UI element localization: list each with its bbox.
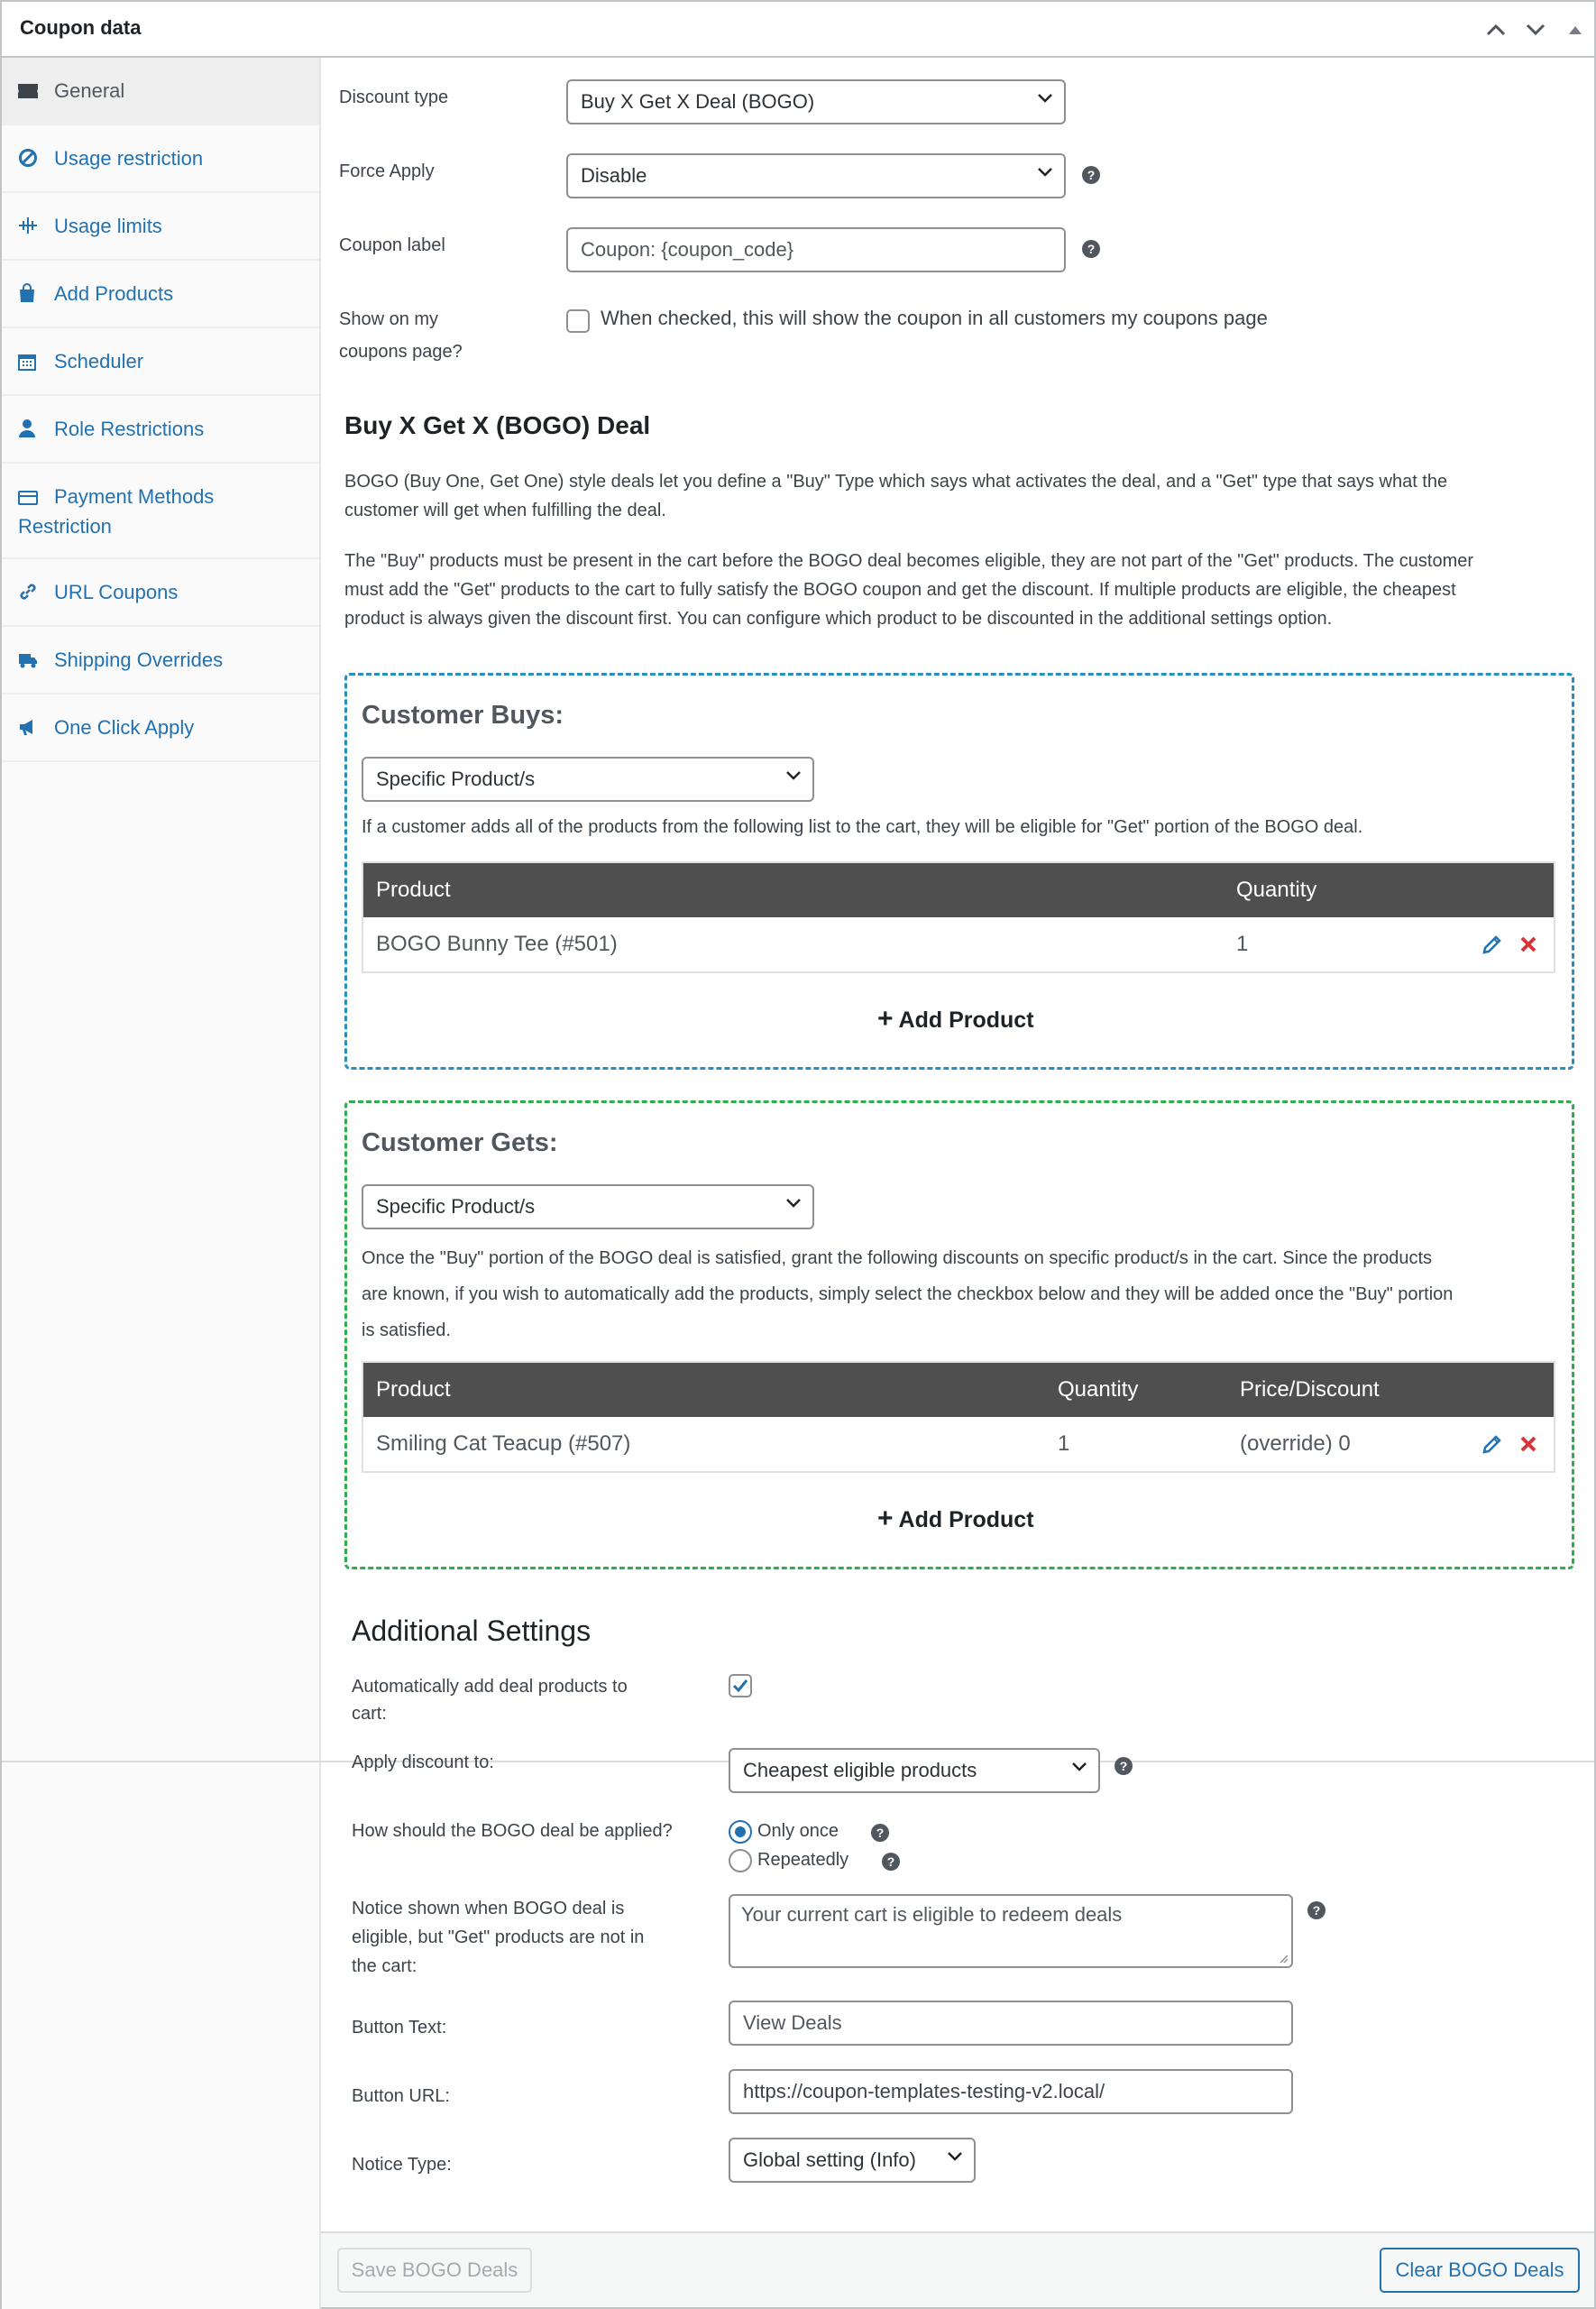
chevron-down-icon: [947, 2151, 963, 2162]
add-product-label: Add Product: [898, 1007, 1034, 1033]
customer-buys-table: [362, 861, 1555, 973]
bogo-section-title: Buy X Get X (BOGO) Deal: [344, 411, 651, 439]
sidebar-item-label: Add Products: [54, 282, 174, 305]
toggle-panel-button[interactable]: [1560, 14, 1591, 45]
ticket-icon: [18, 82, 38, 102]
show-coupons-checkbox-text: When checked, this will show the coupon in all customers my coupons page: [601, 307, 1268, 329]
bag-icon: [18, 283, 38, 303]
sidebar-item-label: Scheduler: [54, 350, 144, 373]
apply-to-value: Cheapest eligible products: [743, 1759, 977, 1781]
notice-type-label: Notice Type:: [352, 2155, 452, 2175]
help-icon[interactable]: ?: [1114, 1757, 1133, 1775]
coupon-label-input[interactable]: Coupon: {coupon_code}: [566, 227, 1066, 272]
product-cell: BOGO Bunny Tee (#501): [376, 932, 618, 956]
help-icon[interactable]: ?: [871, 1824, 889, 1842]
sidebar-item-label: Role Restrictions: [54, 418, 205, 440]
radio-only-once-label: Only once: [757, 1821, 839, 1841]
block-icon: [18, 148, 38, 168]
show-coupons-label-line1: Show on my: [339, 309, 439, 329]
sidebar-item-general[interactable]: [2, 58, 319, 125]
button-text-label: Button Text:: [352, 2018, 447, 2038]
resize-handle-icon: [1278, 1953, 1289, 1964]
radio-repeatedly-label: Repeatedly: [757, 1850, 849, 1870]
sidebar-item-scheduler[interactable]: [2, 328, 319, 396]
plus-icon: +: [877, 1504, 894, 1533]
checkmark-icon: [730, 1676, 750, 1696]
chevron-down-icon: [785, 770, 802, 781]
footer-bar: [321, 2231, 1594, 2307]
panel-title: Coupon data: [20, 16, 142, 39]
add-product-label: Add Product: [898, 1507, 1034, 1532]
card-icon: [18, 490, 38, 510]
discount-type-select[interactable]: [566, 79, 1066, 124]
apply-to-label: Apply discount to:: [352, 1752, 494, 1772]
calendar-icon: [18, 353, 38, 373]
chevron-down-icon: [1526, 23, 1546, 36]
sidebar-item-label: Payment Methods Restriction: [18, 485, 215, 538]
customer-buys-desc: If a customer adds all of the products from the following list to the cart, they will be eligible for "Get" portion of the BOGO deal.: [362, 817, 1363, 837]
customer-gets-box: [344, 1100, 1574, 1569]
notice-label-line1: Notice shown when BOGO deal is: [352, 1899, 625, 1918]
limits-icon: [18, 216, 38, 235]
sidebar-item-payment-methods-restriction[interactable]: [2, 464, 319, 559]
move-down-button[interactable]: [1520, 14, 1551, 45]
help-icon[interactable]: ?: [1082, 240, 1100, 258]
table-row: [363, 1417, 1554, 1471]
discount-type-value: Buy X Get X Deal (BOGO): [581, 90, 815, 113]
user-icon: [18, 419, 38, 438]
button-url-input[interactable]: https://coupon-templates-testing-v2.local/: [729, 2069, 1293, 2114]
triangle-up-icon: [1569, 25, 1582, 34]
sidebar-item-role-restrictions[interactable]: [2, 396, 319, 464]
sidebar-item-label: URL Coupons: [54, 581, 179, 603]
column-header-price-discount: Price/Discount: [1240, 1377, 1380, 1402]
customer-gets-add-product-button[interactable]: [877, 1504, 1034, 1534]
edit-icon[interactable]: [1481, 934, 1503, 960]
customer-buys-title: Customer Buys:: [362, 701, 564, 730]
bogo-desc-1-line2: customer will get when fulfilling the deal.: [344, 501, 666, 520]
customer-gets-table: [362, 1361, 1555, 1473]
customer-buys-box: [344, 673, 1574, 1070]
plus-icon: +: [877, 1004, 894, 1034]
column-header-product: Product: [376, 1377, 451, 1402]
auto-add-label-line1: Automatically add deal products to: [352, 1677, 628, 1697]
bogo-desc-2-line2: must add the "Get" products to the cart to fully satisfy the BOGO coupon and get the discount. If multiple products are eligible, the cheapest: [344, 580, 1456, 600]
sidebar-item-label: Usage restriction: [54, 147, 204, 170]
notice-type-select[interactable]: [729, 2138, 976, 2183]
sidebar-item-label: General: [54, 79, 125, 102]
customer-gets-desc-line1: Once the "Buy" portion of the BOGO deal is satisfied, grant the following discounts on specific product/s in the cart. Since the products: [362, 1248, 1433, 1268]
save-bogo-deals-button[interactable]: Save BOGO Deals: [337, 2248, 532, 2293]
customer-buys-type-value: Specific Product/s: [376, 768, 536, 790]
help-icon[interactable]: ?: [1082, 166, 1100, 184]
chevron-down-icon: [785, 1198, 802, 1209]
customer-gets-desc-line2: are known, if you wish to automatically add the products, simply select the checkbox below and they will be added once the "Buy" portion: [362, 1284, 1454, 1304]
delete-icon[interactable]: [1519, 935, 1537, 958]
table-header: [363, 863, 1554, 917]
chevron-down-icon: [1037, 93, 1053, 104]
truck-icon: [18, 651, 38, 671]
sidebar-item-label: One Click Apply: [54, 716, 195, 739]
chevron-down-icon: [1037, 167, 1053, 178]
link-icon: [18, 582, 38, 602]
apply-to-select[interactable]: [729, 1748, 1100, 1793]
notice-textarea-value: Your current cart is eligible to redeem deals: [741, 1903, 1123, 1926]
table-header: [363, 1363, 1554, 1417]
customer-buys-add-product-button[interactable]: [877, 1004, 1034, 1035]
force-apply-label: Force Apply: [339, 161, 435, 181]
coupon-tabs-sidebar: [2, 58, 321, 2309]
column-header-quantity: Quantity: [1058, 1377, 1139, 1402]
notice-label-line3: the cart:: [352, 1956, 417, 1976]
bogo-desc-1-line1: BOGO (Buy One, Get One) style deals let you define a "Buy" Type which says what activates the deal, and a "Get" type that says what the: [344, 472, 1448, 492]
force-apply-select[interactable]: [566, 153, 1066, 198]
discount-type-label: Discount type: [339, 87, 449, 107]
column-header-product: Product: [376, 878, 451, 902]
chevron-up-icon: [1486, 23, 1506, 36]
sidebar-item-url-coupons[interactable]: [2, 559, 319, 627]
table-row: [363, 917, 1554, 971]
how-applied-label: How should the BOGO deal be applied?: [352, 1821, 673, 1841]
button-url-label: Button URL:: [352, 2086, 450, 2106]
additional-settings-title: Additional Settings: [352, 1614, 592, 1647]
customer-buys-type-select[interactable]: [362, 757, 814, 802]
sidebar-item-add-products[interactable]: [2, 261, 319, 328]
radio-only-once[interactable]: [729, 1820, 752, 1844]
panel-header: [2, 2, 1594, 58]
auto-add-checkbox[interactable]: [729, 1674, 752, 1697]
sidebar-item-label: Shipping Overrides: [54, 649, 224, 671]
radio-repeatedly[interactable]: [729, 1849, 752, 1872]
move-up-button[interactable]: [1481, 14, 1511, 45]
button-text-input[interactable]: View Deals: [729, 2001, 1293, 2046]
show-coupons-checkbox[interactable]: [566, 309, 590, 333]
notice-type-value: Global setting (Info): [743, 2148, 916, 2171]
help-icon[interactable]: ?: [882, 1853, 900, 1871]
force-apply-value: Disable: [581, 164, 647, 187]
bogo-desc-2-line3: product is always given the discount first. You can configure which product to be discounted in the additional settings option.: [344, 609, 1333, 629]
edit-icon[interactable]: [1481, 1433, 1503, 1459]
sidebar-item-label: Usage limits: [54, 215, 162, 237]
customer-gets-title: Customer Gets:: [362, 1128, 558, 1157]
customer-gets-type-value: Specific Product/s: [376, 1195, 536, 1218]
bogo-desc-2-line1: The "Buy" products must be present in the cart before the BOGO deal becomes eligible, they are not part of the "Get" products. The customer: [344, 551, 1474, 571]
delete-icon[interactable]: [1519, 1435, 1537, 1458]
quantity-cell: 1: [1058, 1431, 1070, 1456]
sidebar-item-usage-limits[interactable]: [2, 193, 319, 261]
clear-bogo-deals-button[interactable]: Clear BOGO Deals: [1380, 2248, 1580, 2293]
coupon-label-label: Coupon label: [339, 235, 445, 255]
sidebar-item-shipping-overrides[interactable]: [2, 627, 319, 695]
quantity-cell: 1: [1236, 932, 1249, 956]
customer-gets-type-select[interactable]: [362, 1184, 814, 1229]
sidebar-item-usage-restriction[interactable]: [2, 125, 319, 193]
show-coupons-label-line2: coupons page?: [339, 342, 463, 362]
notice-textarea[interactable]: [729, 1894, 1293, 1968]
sidebar-item-one-click-apply[interactable]: [2, 695, 319, 762]
megaphone-icon: [18, 717, 38, 737]
help-icon[interactable]: ?: [1307, 1901, 1325, 1919]
price-discount-cell: (override) 0: [1240, 1431, 1351, 1456]
chevron-down-icon: [1071, 1762, 1087, 1772]
auto-add-label-line2: cart:: [352, 1704, 387, 1724]
notice-label-line2: eligible, but "Get" products are not in: [352, 1927, 645, 1947]
customer-gets-desc-line3: is satisfied.: [362, 1320, 451, 1340]
product-cell: Smiling Cat Teacup (#507): [376, 1431, 631, 1456]
column-header-quantity: Quantity: [1236, 878, 1317, 902]
